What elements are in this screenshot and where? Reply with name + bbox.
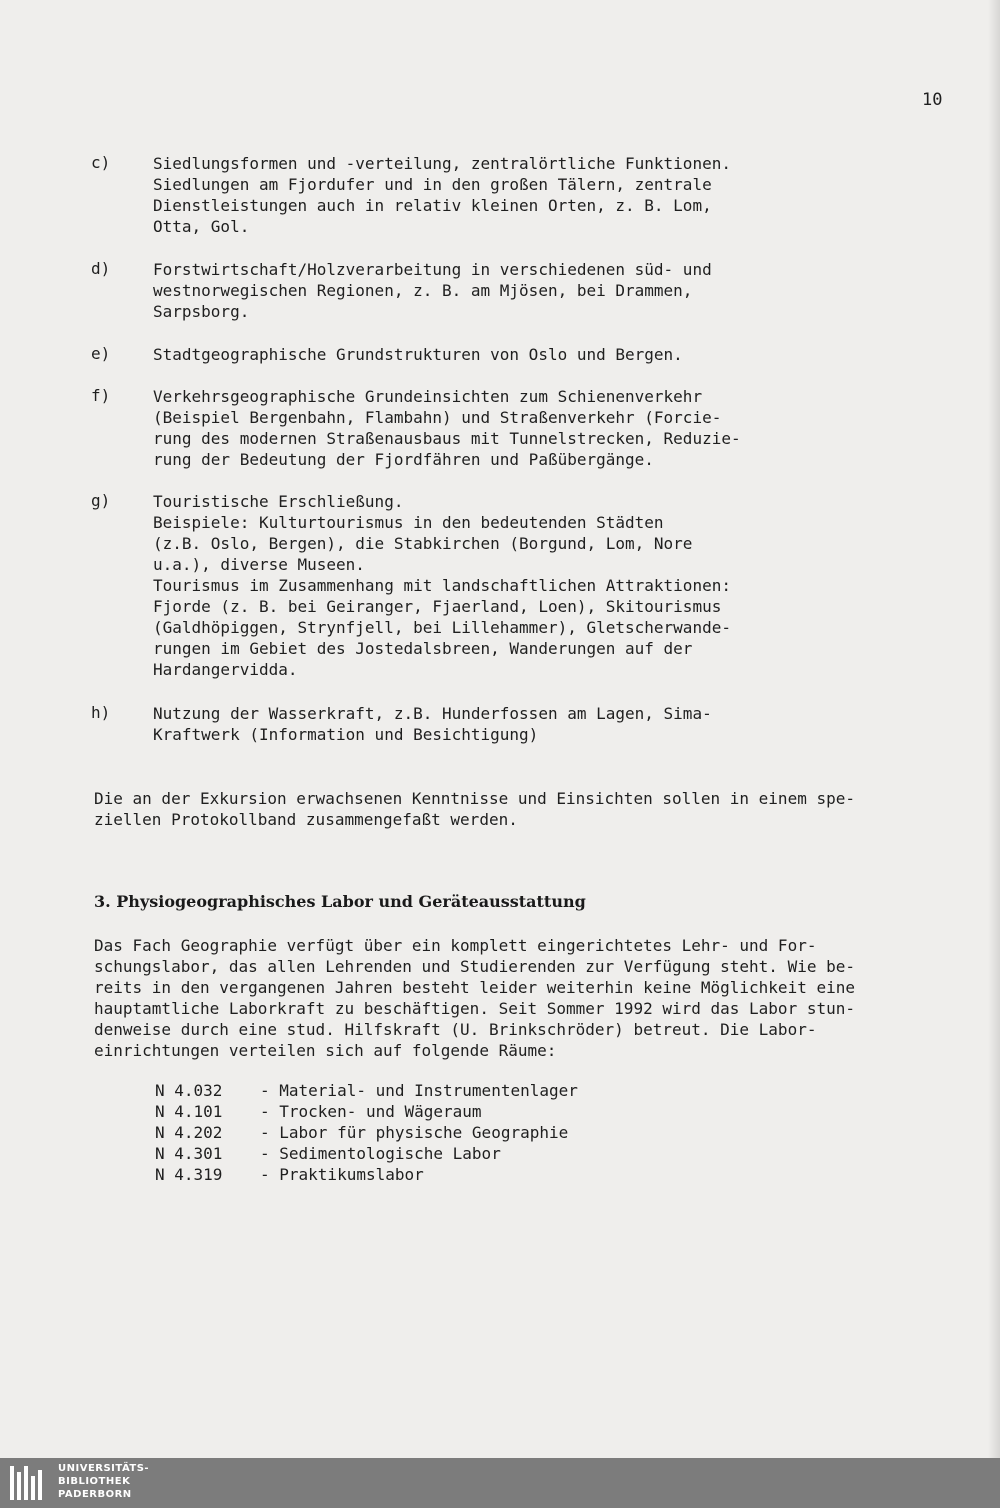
- room-code: N 4.319: [155, 1165, 223, 1184]
- page-number: 10: [922, 90, 943, 110]
- room-description: - Sedimentologische Labor: [260, 1144, 501, 1163]
- room-code: N 4.202: [155, 1123, 223, 1142]
- section-paragraph: Das Fach Geographie verfügt über ein komplett eingerichtetes Lehr- und For- schungslabor, das allen Lehrenden und Studierenden zur Verfügung steht. Wie be- reits in den vergangenen Jahren besteht leider weiterhin keine Möglichkeit eine hauptamtliche Laborkraft zu beschäftigen. Seit Sommer 1992 wird das Labor stun- denweise durch eine stud. Hilfskraft (U. Brinkschröder) betreut. Die Labor- einrichtungen verteilen sich auf folgende Räume:: [94, 936, 855, 1060]
- room-description: - Praktikumslabor: [260, 1165, 424, 1184]
- section-heading: 3. Physiogeographisches Labor und Geräteausstattung: [94, 892, 586, 911]
- library-name: [58, 1462, 149, 1501]
- library-name-line: UNIVERSITÄTS-: [58, 1463, 150, 1474]
- list-item-label: h): [91, 703, 111, 722]
- room-description: - Material- und Instrumentenlager: [260, 1081, 578, 1100]
- library-logo-icon: [6, 1462, 48, 1504]
- library-name-line: BIBLIOTHEK: [58, 1476, 131, 1487]
- list-item-label: c): [91, 153, 111, 172]
- list-item-label: d): [91, 259, 111, 278]
- library-footer-bar: [0, 1458, 1000, 1508]
- list-item-label: e): [91, 344, 111, 363]
- list-item-text: Nutzung der Wasserkraft, z.B. Hunderfossen am Lagen, Sima- Kraftwerk (Information und Besichtigung): [153, 704, 712, 744]
- room-code: N 4.032: [155, 1081, 223, 1100]
- list-item-label: g): [91, 491, 111, 510]
- conclusion-paragraph: Die an der Exkursion erwachsenen Kenntnisse und Einsichten sollen in einem spe- ziellen Protokollband zusammengefaßt werden.: [94, 789, 855, 829]
- list-item-text: Touristische Erschließung. Beispiele: Kulturtourismus in den bedeutenden Städten (z.B. Oslo, Bergen), die Stabkirchen (Borgund, Lom, Nore u.a.), diverse Museen. Tourismus im Zusammenhang mit landschaftlichen Attraktionen: Fjorde (z. B. bei Geiranger, Fjaerland, Loen), Skitourismus (Galdhöpiggen, Strynfjell, bei Lillehammer), Gletscherwande- rungen im Gebiet des Jostedalsbreen, Wanderungen auf der Hardangervidda.: [153, 492, 731, 679]
- room-description: - Trocken- und Wägeraum: [260, 1102, 482, 1121]
- room-description: - Labor für physische Geographie: [260, 1123, 569, 1142]
- list-item-text: Forstwirtschaft/Holzverarbeitung in verschiedenen süd- und westnorwegischen Regionen, z. B. am Mjösen, bei Drammen, Sarpsborg.: [153, 260, 712, 321]
- room-code: N 4.301: [155, 1144, 223, 1163]
- list-item-text: Verkehrsgeographische Grundeinsichten zum Schienenverkehr (Beispiel Bergenbahn, Flambahn) und Straßenverkehr (Forcie- rung des modernen Straßenausbaus mit Tunnelstrecken, Reduzie- rung der Bedeutung der Fjordfähren und Paßübergänge.: [153, 387, 741, 469]
- list-item-text: Stadtgeographische Grundstrukturen von Oslo und Bergen.: [153, 345, 683, 364]
- list-item-label: f): [91, 386, 111, 405]
- room-code: N 4.101: [155, 1102, 223, 1121]
- library-name-line: PADERBORN: [58, 1489, 132, 1500]
- list-item-text: Siedlungsformen und -verteilung, zentralörtliche Funktionen. Siedlungen am Fjordufer und in den großen Tälern, zentrale Dienstleistungen auch in relativ kleinen Orten, z. B. Lom, Otta, Gol.: [153, 154, 731, 236]
